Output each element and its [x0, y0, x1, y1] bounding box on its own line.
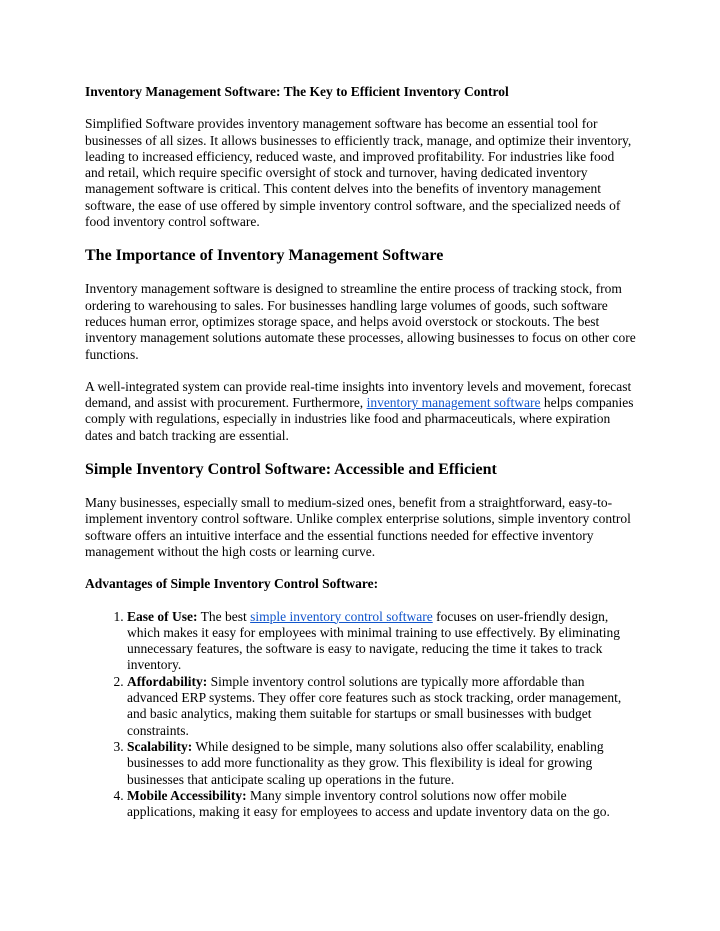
importance-paragraph-1: Inventory management software is designed to streamline the entire process of tracking stock, from ordering to warehousing to sales. For businesses handling large volumes of goods, such software reduces human error, optimizes storage space, and helps avoid overstock or stockouts. The best inventory management solutions automate these processes, allowing businesses to focus on other core functions.	[85, 281, 636, 362]
simple-inventory-control-software-link[interactable]: simple inventory control software	[250, 608, 433, 624]
text-span: The best	[197, 608, 251, 624]
section-heading-simple-control: Simple Inventory Control Software: Accessible and Efficient	[85, 461, 497, 479]
text-span: A well-integrated system can provide real-time insights into inventory levels and movement, forecast demand, and assist with procurement. Furthermore,	[85, 378, 632, 411]
list-item-term: Scalability:	[127, 738, 193, 754]
list-item-ease-of-use	[127, 609, 637, 674]
document-title: Inventory Management Software: The Key to Efficient Inventory Control	[85, 84, 509, 99]
inventory-management-software-link[interactable]: inventory management software	[366, 395, 541, 411]
list-item-mobile-accessibility	[127, 788, 637, 821]
advantages-subheading: Advantages of Simple Inventory Control Software:	[85, 576, 379, 592]
list-item-text: While designed to be simple, many solutions also offer scalability, enabling businesses to add more functionality as they grow. This flexibility is ideal for growing businesses that anticipate scaling up operations in the future.	[127, 738, 604, 787]
importance-paragraph-2	[85, 379, 637, 444]
text-span: focuses on user-friendly design, which makes it easy for employees with minimal training to use effectively. By eliminating unnecessary features, the software is easy to navigate, reducing the time it takes to track inventory.	[127, 608, 621, 673]
section-heading-importance: The Importance of Inventory Management Software	[85, 247, 444, 265]
list-item-scalability	[127, 739, 637, 788]
intro-paragraph: Simplified Software provides inventory management software has become an essential tool for businesses of all sizes. It allows businesses to efficiently track, manage, and optimize their inventory, leading to increased efficiency, reduced waste, and improved profitability. For industries like food and retail, which require specific oversight of stock and turnover, having dedicated inventory management software is critical. This content delves into the benefits of inventory management software, the ease of use offered by simple inventory control software, and the specialized needs of food inventory control software.	[85, 116, 632, 230]
list-item-text: Simple inventory control solutions are typically more affordable than advanced ERP systems. They offer core features such as stock tracking, order management, and basic analytics, making them suitable for startups or small businesses with budget constraints.	[127, 673, 622, 738]
simple-control-paragraph: Many businesses, especially small to medium-sized ones, benefit from a straightforward, easy-to-implement inventory control software. Unlike complex enterprise solutions, simple inventory control software offers an intuitive interface and the essential functions needed for effective inventory management without the high costs or learning curve.	[85, 495, 631, 559]
document-body	[85, 84, 637, 820]
text-span: helps companies comply with regulations, especially in industries like food and pharmaceuticals, where expiration dates and batch tracking are essential.	[85, 395, 634, 443]
list-item-text: Many simple inventory control solutions now offer mobile applications, making it easy for employees to access and update inventory data on the go.	[127, 787, 610, 820]
advantages-list	[85, 609, 637, 821]
list-item-affordability	[127, 674, 637, 739]
list-item-term: Affordability:	[127, 673, 208, 689]
list-item-term: Ease of Use:	[127, 608, 198, 624]
list-item-term: Mobile Accessibility:	[127, 787, 247, 803]
